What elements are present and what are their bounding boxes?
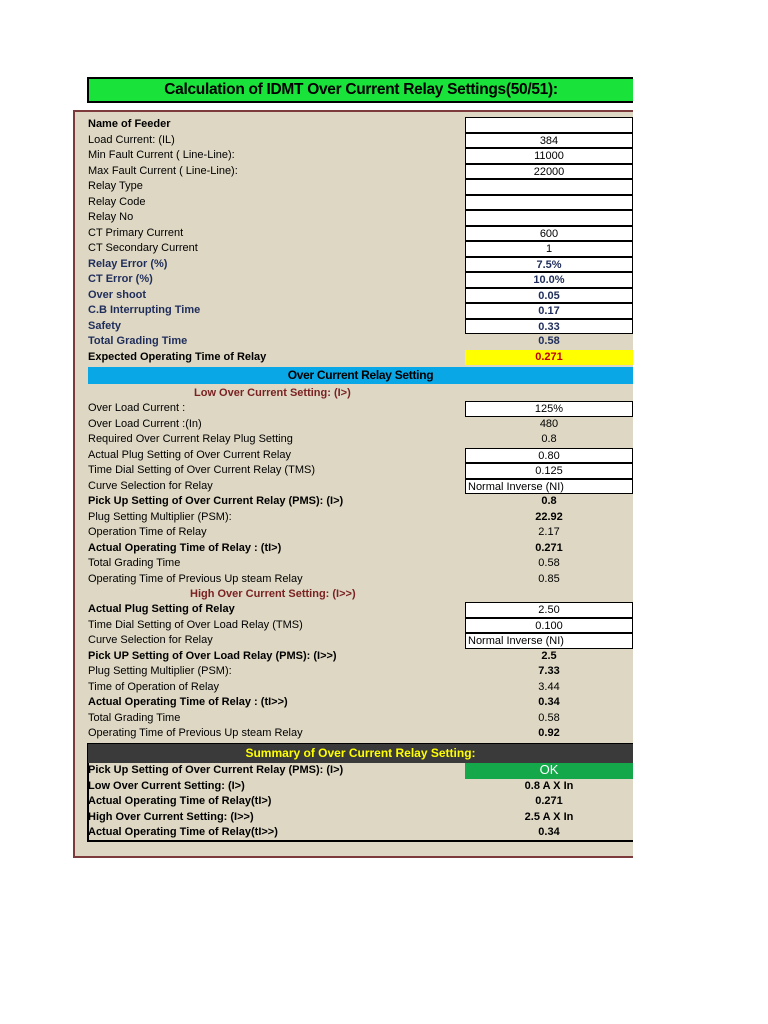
summary-label: Pick Up Setting of Over Current Relay (PMS): (I>) bbox=[88, 764, 344, 776]
inputs-row bbox=[88, 272, 633, 288]
low-value[interactable]: 0.80 bbox=[465, 448, 633, 464]
low-label: Required Over Current Relay Plug Setting bbox=[88, 433, 293, 445]
low-value: 2.17 bbox=[538, 526, 560, 538]
low-row bbox=[88, 448, 633, 464]
low-row bbox=[88, 525, 633, 541]
low-label: Pick Up Setting of Over Current Relay (PMS): (I>) bbox=[88, 495, 344, 507]
inputs-row bbox=[88, 210, 633, 226]
low-label: Plug Setting Multiplier (PSM): bbox=[88, 510, 232, 523]
high-row bbox=[88, 618, 633, 634]
inputs-row bbox=[88, 257, 633, 273]
low-value: 0.271 bbox=[535, 541, 563, 554]
low-value: 0.8 bbox=[541, 433, 557, 445]
high-label: Pick UP Setting of Over Load Relay (PMS): (I>>) bbox=[88, 649, 337, 662]
over-current-setting-header: Over Current Relay Setting bbox=[88, 367, 633, 384]
inputs-value[interactable]: 22000 bbox=[465, 164, 633, 180]
inputs-row bbox=[88, 350, 633, 366]
inputs-row bbox=[88, 334, 633, 350]
low-label: Total Grading Time bbox=[88, 557, 181, 569]
high-value: 0.34 bbox=[538, 696, 560, 708]
inputs-value[interactable]: 0.17 bbox=[465, 303, 633, 319]
low-label: Operation Time of Relay bbox=[88, 526, 207, 538]
inputs-label: Relay Code bbox=[88, 195, 146, 208]
inputs-label: Safety bbox=[88, 319, 122, 332]
inputs-label: CT Error (%) bbox=[88, 273, 153, 285]
low-row bbox=[88, 541, 633, 557]
inputs-value[interactable]: 0.05 bbox=[465, 288, 633, 304]
inputs-row bbox=[88, 164, 633, 180]
low-row bbox=[88, 432, 633, 448]
low-label: Actual Operating Time of Relay : (tI>) bbox=[88, 541, 282, 554]
inputs-label: CT Primary Current bbox=[88, 226, 184, 239]
ok-status-cell: OK bbox=[465, 763, 633, 779]
high-value[interactable]: 2.50 bbox=[465, 602, 633, 618]
summary-label: Actual Operating Time of Relay(tI>>) bbox=[88, 826, 278, 838]
high-label: Time Dial Setting of Over Load Relay (TMS) bbox=[88, 618, 303, 631]
inputs-label: Load Current: (IL) bbox=[88, 133, 175, 146]
high-value[interactable]: 0.100 bbox=[465, 618, 633, 634]
low-label: Curve Selection for Relay bbox=[88, 479, 213, 492]
summary-value: 0.271 bbox=[535, 795, 563, 807]
low-value: 0.85 bbox=[538, 572, 560, 585]
inputs-label: Relay Error (%) bbox=[88, 257, 168, 270]
high-row bbox=[88, 711, 633, 727]
inputs-row bbox=[88, 133, 633, 149]
low-value: 480 bbox=[539, 417, 559, 430]
inputs-row bbox=[88, 226, 633, 242]
low-value[interactable]: 0.125 bbox=[465, 463, 633, 479]
high-value: 3.44 bbox=[538, 680, 560, 693]
inputs-value[interactable]: 1 bbox=[465, 241, 633, 257]
low-value: 0.58 bbox=[538, 557, 560, 569]
low-row bbox=[88, 572, 633, 588]
high-label: Plug Setting Multiplier (PSM): bbox=[88, 665, 232, 677]
inputs-row bbox=[88, 195, 633, 211]
high-label: Actual Plug Setting of Relay bbox=[88, 603, 235, 615]
low-row bbox=[88, 417, 633, 433]
inputs-row bbox=[88, 241, 633, 257]
low-label: Over Load Current : bbox=[88, 402, 186, 414]
inputs-value[interactable] bbox=[465, 195, 633, 211]
inputs-label: Total Grading Time bbox=[88, 335, 188, 347]
high-row bbox=[88, 664, 633, 680]
summary-value: 0.8 A X In bbox=[524, 779, 574, 792]
low-label: Over Load Current :(In) bbox=[88, 417, 202, 430]
low-label: Operating Time of Previous Up steam Relay bbox=[88, 572, 303, 585]
high-label: Operating Time of Previous Up steam Relay bbox=[88, 727, 303, 739]
high-setting-heading-row bbox=[88, 587, 633, 603]
low-label: Actual Plug Setting of Over Current Relay bbox=[88, 448, 291, 461]
inputs-value: 0.58 bbox=[538, 335, 560, 347]
summary-value: 2.5 A X In bbox=[524, 810, 574, 823]
inputs-label: Min Fault Current ( Line-Line): bbox=[88, 149, 235, 161]
inputs-value[interactable]: 7.5% bbox=[465, 257, 633, 273]
high-value: 0.92 bbox=[538, 727, 560, 739]
high-row bbox=[88, 680, 633, 696]
low-setting-heading: Low Over Current Setting: (I>) bbox=[194, 387, 351, 399]
inputs-label: Relay Type bbox=[88, 180, 143, 192]
inputs-value[interactable] bbox=[465, 117, 633, 133]
low-row bbox=[88, 556, 633, 572]
low-value[interactable]: 125% bbox=[465, 401, 633, 417]
high-label: Time of Operation of Relay bbox=[88, 680, 220, 693]
low-row bbox=[88, 494, 633, 510]
inputs-label: C.B Interrupting Time bbox=[88, 304, 201, 316]
inputs-row bbox=[88, 179, 633, 195]
inputs-row bbox=[88, 148, 633, 164]
inputs-value[interactable]: 0.33 bbox=[465, 319, 633, 335]
inputs-label: Max Fault Current ( Line-Line): bbox=[88, 164, 238, 177]
inputs-label: Relay No bbox=[88, 211, 134, 223]
inputs-row bbox=[88, 288, 633, 304]
inputs-value[interactable]: 11000 bbox=[465, 148, 633, 164]
high-row bbox=[88, 695, 633, 711]
high-row bbox=[88, 633, 633, 649]
inputs-row bbox=[88, 319, 633, 335]
high-row bbox=[88, 726, 633, 742]
high-label: Curve Selection for Relay bbox=[88, 634, 213, 646]
high-value: 2.5 bbox=[541, 649, 557, 662]
low-label: Time Dial Setting of Over Current Relay (TMS) bbox=[88, 464, 315, 476]
low-row bbox=[88, 463, 633, 479]
inputs-label: Expected Operating Time of Relay bbox=[88, 350, 267, 363]
high-value: 0.58 bbox=[538, 711, 560, 724]
inputs-value[interactable]: 384 bbox=[465, 133, 633, 149]
inputs-value: 0.271 bbox=[465, 350, 633, 366]
inputs-row bbox=[88, 303, 633, 319]
low-value: 0.8 bbox=[541, 495, 557, 507]
inputs-label: Over shoot bbox=[88, 288, 147, 301]
inputs-value[interactable]: 10.0% bbox=[465, 272, 633, 288]
summary-header: Summary of Over Current Relay Setting: bbox=[88, 744, 633, 763]
low-row bbox=[88, 510, 633, 526]
inputs-row bbox=[88, 117, 633, 133]
high-value: 7.33 bbox=[538, 665, 560, 677]
low-row bbox=[88, 479, 633, 495]
high-label: Actual Operating Time of Relay : (tI>>) bbox=[88, 696, 288, 708]
page-title: Calculation of IDMT Over Current Relay Settings(50/51): bbox=[87, 77, 633, 103]
inputs-value[interactable] bbox=[465, 210, 633, 226]
high-row bbox=[88, 649, 633, 665]
high-row bbox=[88, 602, 633, 618]
high-setting-heading: High Over Current Setting: (I>>) bbox=[190, 588, 356, 600]
summary-value: 0.34 bbox=[538, 826, 560, 838]
high-value[interactable]: Normal Inverse (NI) bbox=[465, 633, 633, 649]
low-value[interactable]: Normal Inverse (NI) bbox=[465, 479, 633, 495]
inputs-label: CT Secondary Current bbox=[88, 242, 198, 254]
summary-label: High Over Current Setting: (I>>) bbox=[88, 810, 254, 823]
inputs-value[interactable]: 600 bbox=[465, 226, 633, 242]
summary-label: Actual Operating Time of Relay(tI>) bbox=[88, 795, 272, 807]
low-setting-heading-row bbox=[88, 386, 633, 402]
high-label: Total Grading Time bbox=[88, 711, 181, 724]
low-value: 22.92 bbox=[535, 510, 563, 523]
low-row bbox=[88, 401, 633, 417]
inputs-label: Name of Feeder bbox=[88, 118, 171, 130]
inputs-value[interactable] bbox=[465, 179, 633, 195]
summary-label: Low Over Current Setting: (I>) bbox=[88, 779, 245, 792]
